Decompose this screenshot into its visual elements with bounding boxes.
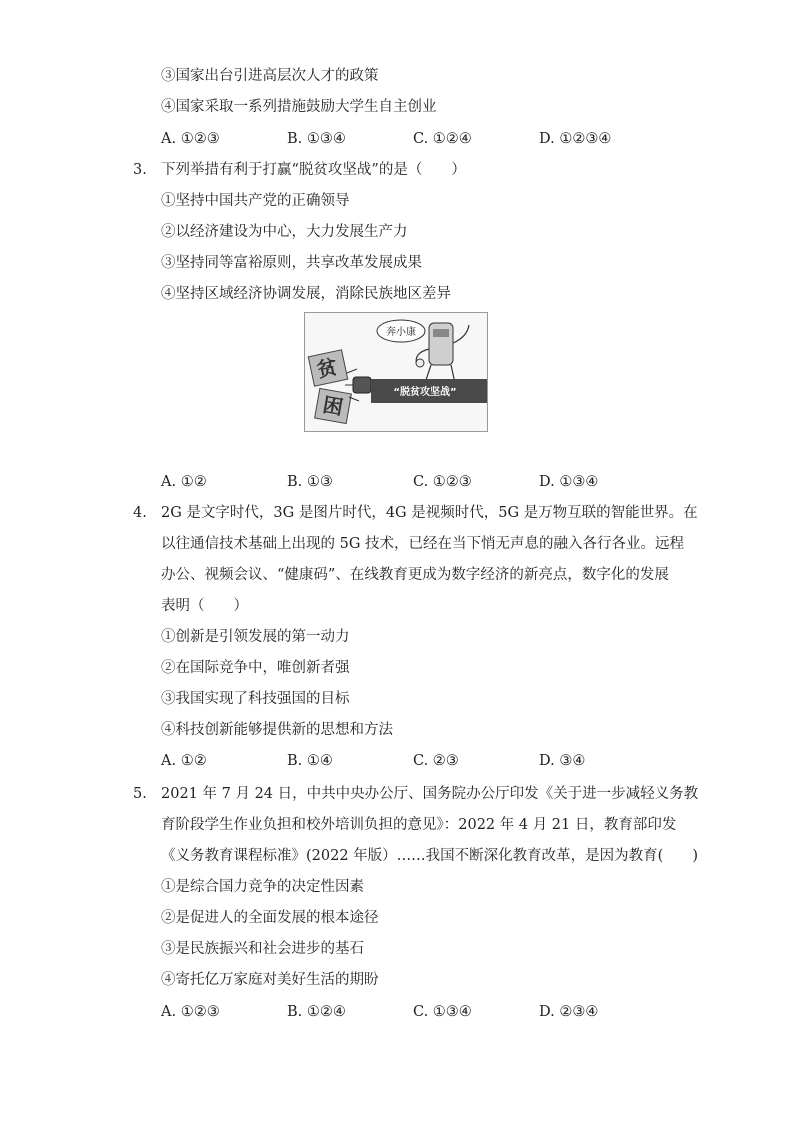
q4-statement-1: ①创新是引领发展的第一动力 [161,629,350,645]
banner-text: “脱贫攻坚战” [393,387,457,398]
q4-option-b: B. ①④ [287,753,333,769]
q5-number: 5. [133,786,147,802]
q2-statement-4: ④国家采取一系列措施鼓励大学生自主创业 [161,99,437,115]
q5-stem-line-3: 《义务教育课程标准》(2022 年版）……我国不断深化教育改革，是因为教育( ) [161,848,698,864]
q3-option-d: D. ①③④ [539,474,599,490]
q3-statement-2: ②以经济建设为中心，大力发展生产力 [161,224,408,240]
q2-option-d: D. ①②③④ [539,131,612,147]
q5-statement-2: ②是促进人的全面发展的根本途径 [161,910,379,926]
q5-option-d: D. ②③④ [539,1004,599,1020]
q5-option-c: C. ①③④ [413,1004,472,1020]
fist [353,377,371,393]
q5-option-b: B. ①②④ [287,1004,346,1020]
q5-statement-3: ③是民族振兴和社会进步的基石 [161,941,364,957]
q4-option-a: A. ①② [161,753,207,769]
q5-statement-1: ①是综合国力竞争的决定性因素 [161,879,364,895]
q4-stem-line-3: 办公、视频会议、“健康码”、在线教育更成为数字经济的新亮点，数字化的发展 [161,567,669,583]
q2-statement-3: ③国家出台引进高层次人才的政策 [161,68,379,84]
q2-option-c: C. ①②④ [413,131,472,147]
q4-stem-line-1: 2G 是文字时代，3G 是图片时代，4G 是视频时代，5G 是万物互联的智能世界。在 [161,505,698,521]
q3-option-a: A. ①② [161,474,207,490]
bubble-text: 奔小康 [386,327,416,338]
block-pin-text: 贫 [314,354,340,383]
q4-statement-2: ②在国际竞争中，唯创新者强 [161,660,350,676]
q3-statement-3: ③坚持同等富裕原则，共享改革发展成果 [161,255,422,271]
figure-eyes [433,329,449,337]
q5-stem-line-2: 育阶段学生作业负担和校外培训负担的意见》：2022 年 4 月 21 日，教育部印发 [161,817,677,833]
cartoon-drawing [305,313,487,431]
q4-option-d: D. ③④ [539,753,586,769]
q3-statement-4: ④坚持区域经济协调发展，消除民族地区差异 [161,286,451,302]
q4-statement-3: ③我国实现了科技强国的目标 [161,691,350,707]
q3-stem: 下列举措有利于打赢“脱贫攻坚战”的是（ ） [161,162,466,178]
block-kun-text: 困 [321,392,345,420]
q4-number: 4. [133,505,147,521]
q3-option-b: B. ①③ [287,474,333,490]
q4-statement-4: ④科技创新能够提供新的思想和方法 [161,722,393,738]
q4-option-c: C. ②③ [413,753,459,769]
q2-option-a: A. ①②③ [161,131,220,147]
q3-number: 3. [133,162,147,178]
q2-option-b: B. ①③④ [287,131,346,147]
q4-stem-line-2: 以往通信技术基础上出现的 5G 技术，已经在当下悄无声息的融入各行各业。远程 [161,536,685,552]
poverty-cartoon [304,312,488,432]
q5-stem-line-1: 2021 年 7 月 24 日，中共中央办公厅、国务院办公厅印发《关于进一步减轻义务教 [161,786,699,802]
q3-option-c: C. ①②③ [413,474,472,490]
q4-stem-line-4: 表明（ ） [161,598,248,614]
q3-statement-1: ①坚持中国共产党的正确领导 [161,193,350,209]
q5-option-a: A. ①②③ [161,1004,220,1020]
q5-statement-4: ④寄托亿万家庭对美好生活的期盼 [161,972,379,988]
